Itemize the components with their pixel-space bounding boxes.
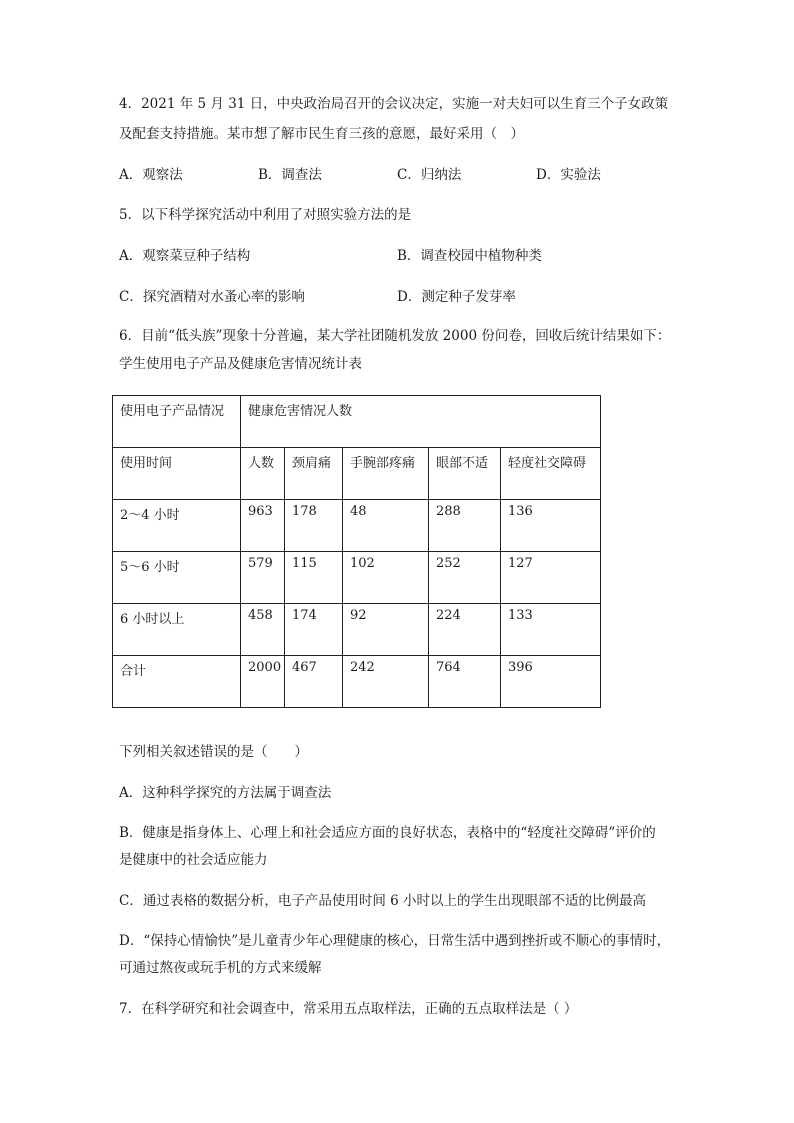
q4-stem-line1: 4．2021 年 5 月 31 日，中央政治局召开的会议决定，实施一对夫妇可以生育三个子女政策 (119, 96, 669, 112)
table-row (113, 604, 601, 656)
table-cell: 396 (501, 656, 601, 708)
table-cell: 467 (285, 656, 343, 708)
q6-option-b-line1: B．健康是指身体上、心理上和社会适应方面的良好状态，表格中的“轻度社交障碍”评价的 (119, 825, 656, 841)
table-cell: 174 (285, 604, 343, 656)
table-cell: 579 (241, 552, 285, 604)
table-cell: 6 小时以上 (113, 604, 241, 656)
table-cell: 102 (343, 552, 429, 604)
table-cell: 133 (501, 604, 601, 656)
q6-option-a: A．这种科学探究的方法属于调查法 (119, 785, 332, 801)
table-header-right: 健康危害情况人数 (241, 396, 601, 448)
stats-table (112, 395, 601, 708)
table-cell: 224 (429, 604, 501, 656)
q5-option-d: D．测定种子发芽率 (397, 289, 516, 305)
table-cell: 92 (343, 604, 429, 656)
table-cell: 115 (285, 552, 343, 604)
table-cell: 288 (429, 500, 501, 552)
table-header-row (113, 396, 601, 448)
table-cell: 2000 (241, 656, 285, 708)
q4-option-b: B．调查法 (258, 167, 322, 183)
q4-option-c: C．归纳法 (397, 167, 462, 183)
table-column-row (113, 448, 601, 500)
q6-table-title: 学生使用电子产品及健康危害情况统计表 (119, 356, 362, 372)
table-cell: 178 (285, 500, 343, 552)
table-cell: 127 (501, 552, 601, 604)
table-row (113, 656, 601, 708)
q6-option-b-line2: 是健康中的社会适应能力 (119, 852, 268, 868)
table-cell: 5～6 小时 (113, 552, 241, 604)
table-cell: 963 (241, 500, 285, 552)
table-cell: 48 (343, 500, 429, 552)
table-cell: 242 (343, 656, 429, 708)
table-row (113, 552, 601, 604)
q6-stem-line1: 6．目前“低头族”现象十分普遍，某大学社团随机发放 2000 份问卷，回收后统计结果如下： (119, 328, 671, 344)
table-column-header: 手腕部疼痛 (343, 448, 429, 500)
q5-option-b: B．调查校园中植物种类 (397, 248, 542, 264)
table-column-header: 眼部不适 (429, 448, 501, 500)
q6-option-c: C．通过表格的数据分析，电子产品使用时间 6 小时以上的学生出现眼部不适的比例最高 (119, 893, 646, 909)
q6-option-d-line2: 可通过熬夜或玩手机的方式来缓解 (119, 960, 322, 976)
q4-stem-line2: 及配套支持措施。某市想了解市民生育三孩的意愿，最好采用（ ） (119, 126, 524, 142)
table-cell: 458 (241, 604, 285, 656)
table-column-header: 人数 (241, 448, 285, 500)
q7-stem: 7．在科学研究和社会调查中，常采用五点取样法，正确的五点取样法是（ ） (119, 1001, 578, 1017)
q5-option-a: A．观察菜豆种子结构 (119, 248, 251, 264)
q4-option-d: D．实验法 (536, 167, 601, 183)
q6-question: 下列相关叙述错误的是（ ） (119, 744, 308, 760)
table-column-header: 颈肩痛 (285, 448, 343, 500)
q5-stem: 5．以下科学探究活动中利用了对照实验方法的是 (119, 207, 412, 223)
q6-option-d-line1: D．“保持心情愉快”是儿童青少年心理健康的核心，日常生活中遇到挫折或不顺心的事情时， (119, 933, 671, 949)
table-column-header: 轻度社交障碍 (501, 448, 601, 500)
table-header-left: 使用电子产品情况 (113, 396, 241, 448)
table-row (113, 500, 601, 552)
table-cell: 合计 (113, 656, 241, 708)
q4-option-a: A．观察法 (119, 167, 183, 183)
table-cell: 2～4 小时 (113, 500, 241, 552)
table-cell: 252 (429, 552, 501, 604)
table-cell: 136 (501, 500, 601, 552)
table-cell: 764 (429, 656, 501, 708)
table-column-header: 使用时间 (113, 448, 241, 500)
q5-option-c: C．探究酒精对水蚤心率的影响 (119, 289, 305, 305)
